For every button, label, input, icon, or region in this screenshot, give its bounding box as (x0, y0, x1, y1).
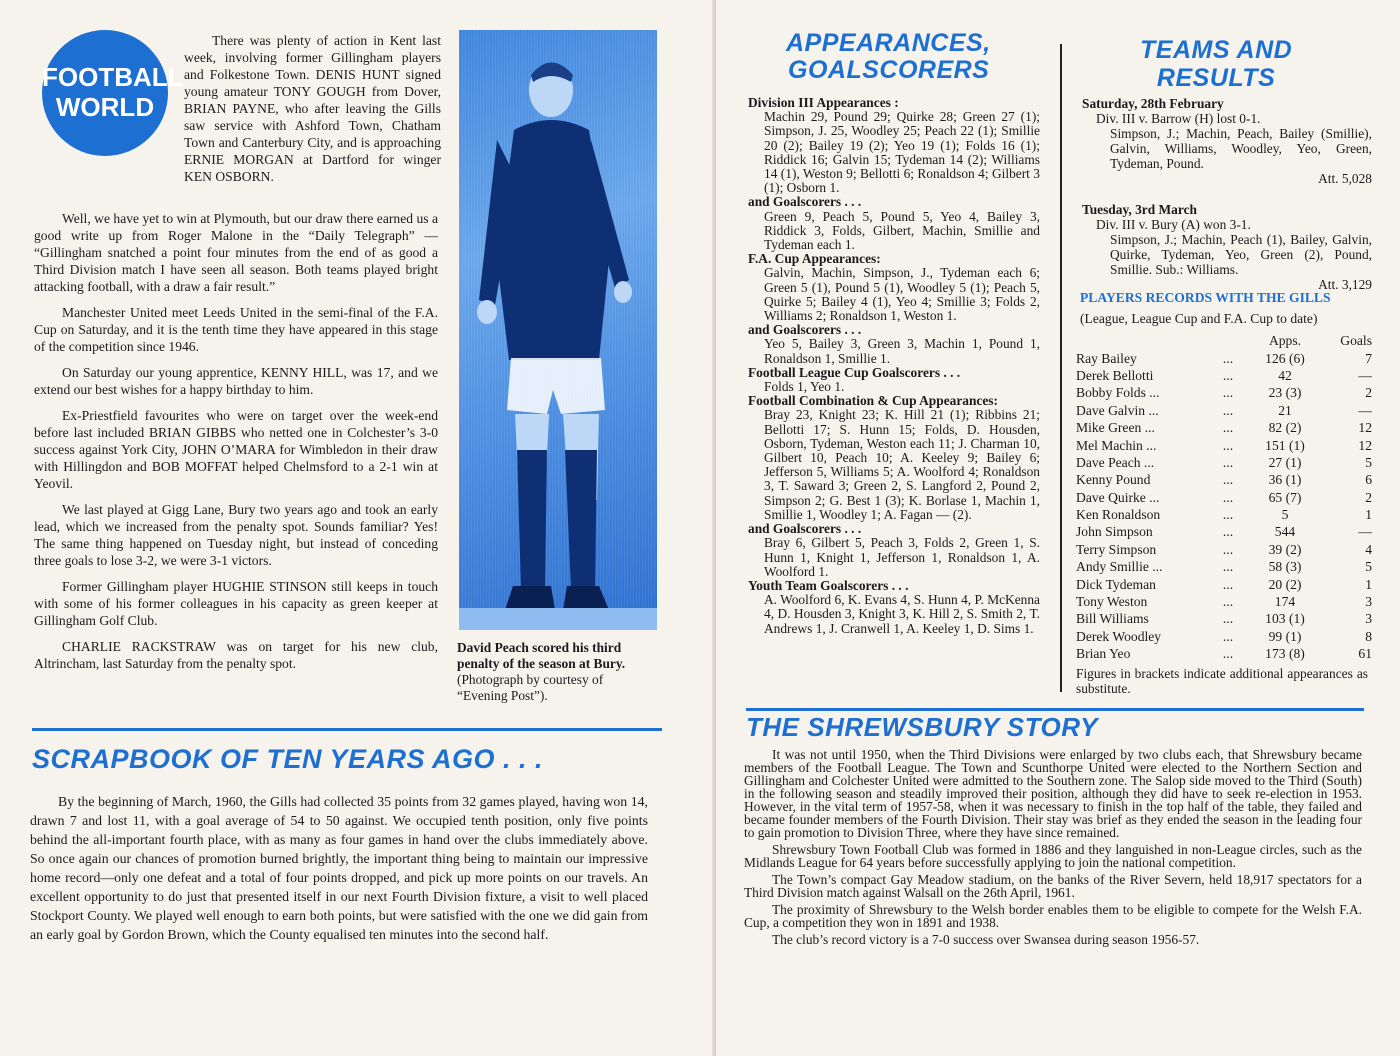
player-figure-image (459, 30, 657, 630)
table-row (1076, 575, 1372, 592)
news-paragraph: On Saturday our young apprentice, KENNY HILL, was 17, and we extend our best wishes for a happy birthday to him. (34, 365, 438, 397)
goals-value: 8 (1365, 628, 1372, 644)
player-name: Bill Williams (1076, 611, 1149, 627)
appearances-title-line-2: GOALSCORERS (788, 56, 990, 84)
apps-value: 39 (2) (1268, 541, 1302, 557)
apps-value: 23 (3) (1268, 385, 1302, 401)
apps-value: 103 (1) (1265, 611, 1305, 627)
section-body: Green 9, Peach 5, Pound 5, Yeo 4, Bailey 3, Riddick 3, Folds, Gilbert, Machin, Smillie and Tydeman each 1. (764, 208, 1040, 253)
section-heading: and Goalscorers . . . (748, 521, 862, 537)
table-header (1076, 332, 1372, 349)
goals-value: 3 (1365, 594, 1372, 610)
apps-value: 5 (1281, 507, 1289, 523)
section-heading: and Goalscorers . . . (748, 322, 862, 338)
intro-text: There was plenty of action in Kent last week, involving former Gillingham players and Folkestone Town. DENIS HUNT signed young amateur TONY GOUGH from Dover, BRIAN PAYNE, who after leaving the Gills saw service with Ashford Town, Chatham Town and Canterbury City, and is approaching ERNIE MORGAN at Dartford for winger KEN OSBORN. (184, 33, 441, 184)
goals-value: 2 (1365, 385, 1372, 401)
table-row (1076, 645, 1372, 662)
section-body: Galvin, Machin, Simpson, J., Tydeman each 6; Green 5 (1), Pound 5 (1), Woodley 5 (1); Peach 5, Quirke 5; Bailey 4 (1), Yeo 4; Smillie 3; Folds 2, Williams 2; Ronaldson 1, Weston 1. (764, 265, 1040, 324)
dots: ... (1222, 507, 1234, 523)
appearances-title-line-1: APPEARANCES, (786, 29, 991, 57)
story-title: THE SHREWSBURY STORY (746, 712, 1098, 742)
football-world-badge (42, 30, 184, 156)
apps-value: 173 (8) (1265, 646, 1305, 662)
player-name: Brian Yeo (1076, 646, 1131, 662)
player-name: John Simpson (1076, 524, 1153, 540)
section-body: Yeo 5, Bailey 3, Green 3, Machin 1, Pound 1, Ronaldson 1, Smillie 1. (764, 336, 1040, 366)
badge-line-1: FOOTBALL (42, 62, 184, 92)
dots: ... (1222, 524, 1234, 540)
dots: ... (1222, 559, 1234, 575)
apps-header: Apps. (1268, 333, 1302, 349)
section-body: Bray 6, Gilbert 5, Peach 3, Folds 2, Green 1, S. Hunn 1, Knight 1, Jefferson 1, Ronaldson 1, A. Woolford 1. (764, 535, 1040, 579)
player-name: Ken Ronaldson (1076, 507, 1161, 523)
goals-value: 12 (1358, 437, 1372, 453)
match-block (1082, 202, 1372, 292)
table-row (1076, 349, 1372, 366)
section-heading: Division III Appearances : (748, 95, 899, 110)
story-paragraph: It was not until 1950, when the Third Divisions were enlarged by two clubs each, that Shrewsbury became members of the Football League. The Town and Scunthorpe United were elected to the Northern Section and Gillingham and Colchester United were admitted to the Southern zone. The Salop side moved to the Third (South) in the following season and steadily improved their position, although they did have to seek re-election in 1953. However, in the vital term of 1957-58, when it was necessary to finish in the top half of the table, they failed and became founder members of the Fourth Division. Their stay was brief as they ended the season in the leading four to gain promotion to Division Three, where they have since remained. (744, 747, 1362, 840)
photo-caption (457, 640, 657, 704)
section-body: A. Woolford 6, K. Evans 4, S. Hunn 4, P. McKenna 4, D. Housden 3, Knight 3, K. Hill 2, S. Smith 2, T. Andrews 1, J. Cranwell 1, A. Keeley 1, D. Sims 1. (764, 592, 1040, 636)
match-results (1082, 96, 1372, 292)
section-heading: and Goalscorers . . . (748, 194, 862, 210)
table-row (1076, 402, 1372, 419)
player-name: Dave Galvin ... (1076, 402, 1159, 418)
section-body: Machin 29, Pound 29; Quirke 28; Green 27 (1); Simpson, J. 25, Woodley 25; Peach 22 (1); Smillie 20 (2); Bailey 19 (2); Yeo 19 (1); Folds 16 (1); Riddick 16; Galvin 15; Tydeman 14 (2); Williams 14 (1), Weston 9; Bellotti 6; Ronaldson 4; Gilbert 3 (1); Osborn 1. (764, 109, 1040, 196)
apps-value: 65 (7) (1268, 489, 1302, 505)
apps-value: 174 (1274, 594, 1296, 610)
badge-line-2: WORLD (55, 92, 155, 122)
dots: ... (1222, 350, 1234, 366)
apps-value: 58 (3) (1268, 559, 1302, 575)
dots: ... (1222, 472, 1234, 488)
news-paragraph: Manchester United meet Leeds United in the semi-final of the F.A. Cup on Saturday, and it is the tenth time they have appeared in this stage of the competition since 1946. (34, 305, 438, 354)
apps-value: 544 (1274, 524, 1296, 540)
dots: ... (1222, 594, 1234, 610)
goals-value: 6 (1365, 472, 1372, 488)
goals-value: 5 (1365, 559, 1372, 575)
player-name: Andy Smillie ... (1076, 559, 1163, 575)
dots: ... (1222, 489, 1234, 505)
section-heading: Football Combination & Cup Appearances: (748, 393, 998, 409)
news-paragraph: Well, we have yet to win at Plymouth, but our draw there earned us a good write up from Roger Malone in the “Daily Telegraph” — “Gillingham snatched a point four minutes from the end of as good a Third Division match I have seen all season. Both teams played bright attacking football, with a draw a fair result.” (34, 211, 438, 294)
appearances-title (786, 30, 991, 84)
apps-value: 27 (1) (1268, 454, 1302, 470)
caption-bold: David Peach scored his third penalty of the season at Bury. (457, 640, 626, 671)
goals-value: — (1358, 524, 1372, 540)
news-paragraph: We last played at Gigg Lane, Bury two years ago and took an early lead, which we increased from the penalty spot. Sounds familiar? Yes! The same thing happened on Tuesday night, but instead of conceding three goals to lose 3-2, we were 3-1 victors. (34, 502, 438, 568)
player-name: Kenny Pound (1076, 472, 1151, 488)
section-heading: Youth Team Goalscorers . . . (748, 577, 909, 593)
match-attendance: Att. 5,028 (1318, 171, 1372, 186)
table-row (1076, 471, 1372, 488)
goals-value: — (1358, 367, 1372, 383)
apps-value: 82 (2) (1268, 420, 1302, 436)
scrapbook-body (30, 792, 648, 953)
match-team: Simpson, J.; Machin, Peach, Bailey (Smillie), Galvin, Williams, Woodley, Yeo, Green, Tydeman, Pound. (1110, 126, 1372, 171)
match-result: Div. III v. Barrow (H) lost 0-1. (1096, 111, 1261, 126)
scrapbook-title: SCRAPBOOK OF TEN YEARS AGO . . . (32, 744, 544, 774)
apps-value: 42 (1278, 367, 1292, 383)
section-heading: Football League Cup Goalscorers . . . (748, 364, 961, 380)
player-photo (459, 30, 657, 630)
dots: ... (1222, 628, 1234, 644)
apps-value: 20 (2) (1268, 576, 1302, 592)
goals-value: 61 (1358, 646, 1372, 662)
goals-value: 1 (1365, 576, 1372, 592)
dots: ... (1222, 402, 1234, 418)
table-row (1076, 454, 1372, 471)
player-name: Derek Woodley (1076, 628, 1162, 644)
apps-value: 151 (1) (1265, 437, 1305, 453)
player-name: Terry Simpson (1076, 541, 1157, 557)
story-paragraph: The proximity of Shrewsbury to the Welsh border enables them to be eligible to compete for the Welsh F.A. Cup, a competition they won in 1891 and 1938. (744, 902, 1362, 930)
player-name: Dave Peach ... (1076, 454, 1155, 470)
table-row (1076, 593, 1372, 610)
table-row (1076, 523, 1372, 540)
player-name: Mike Green ... (1076, 420, 1155, 436)
section-heading: F.A. Cup Appearances: (748, 251, 881, 267)
intro-paragraph (184, 32, 441, 194)
player-name: Derek Bellotti (1076, 367, 1154, 383)
player-name: Mel Machin ... (1076, 437, 1157, 453)
match-team: Simpson, J.; Machin, Peach (1), Bailey, Galvin, Quirke, Tydeman, Yeo, Green (2), Pound, Smillie. Sub.: Williams. (1110, 232, 1372, 277)
appearances-list (748, 96, 1040, 636)
scrapbook-text: By the beginning of March, 1960, the Gills had collected 35 points from 32 games played, having won 14, drawn 7 and lost 11, with a goal average of 54 to 50 against. We occupied tenth position, only five points behind the all-important fourth place, with as many as four games in hand over the clubs immediately above. So once again our chances of promotion burned brightly, the important thing being to maintain our impressive home record—only one defeat and a total of four points dropped, and pick up more points on our travels. An excellent opportunity to do just that presented itself in our next Fourth Division fixture, a visit to well placed Stockport County. We played well enough to earn both points, but were satisfied with the one we did gain from an early goal by Gordon Brown, which the County equalised ten minutes into the second half. (30, 794, 648, 942)
section-body: Bray 23, Knight 23; K. Hill 21 (1); Ribbins 21; Bellotti 17; S. Hunn 15; Folds, D. Housden, Osborn, Tydeman, Weston each 11; J. Charman 10, Gilbert 10, Peach 10; A. Keeley 9; Bailey 6; Jefferson 5, Williams 5; A. Woolford 4; Ronaldson 3, T. Saward 3; Green 2, S. Langford 2, Pound 2, Simpson 2; G. Best 1 (3); K. Borlase 1, Machin 1, Smillie 1, Woodley 1; A. Fagan — (2). (764, 407, 1040, 522)
dots: ... (1222, 437, 1234, 453)
news-column (34, 210, 438, 681)
table-row (1076, 419, 1372, 436)
table-row (1076, 489, 1372, 506)
table-row (1076, 541, 1372, 558)
apps-value: 36 (1) (1268, 472, 1302, 488)
story-paragraph: Shrewsbury Town Football Club was formed in 1886 and they languished in non-League circles, such as the Midlands League for 64 years before successfully applying to join the national competition. (744, 842, 1362, 870)
dots: ... (1222, 367, 1234, 383)
story-divider (746, 708, 1364, 711)
table-row (1076, 558, 1372, 575)
match-result: Div. III v. Bury (A) won 3-1. (1096, 217, 1251, 232)
story-paragraph: The Town’s compact Gay Meadow stadium, on the banks of the River Severn, held 18,917 spectators for a Third Division match against Walsall on the 26th April, 1961. (744, 872, 1362, 900)
goals-value: — (1358, 402, 1372, 418)
match-date: Tuesday, 3rd March (1082, 202, 1197, 217)
teams-title (1140, 36, 1292, 92)
section-body: Folds 1, Yeo 1. (764, 379, 845, 395)
news-paragraph: Former Gillingham player HUGHIE STINSON still keeps in touch with some of his former colleagues in his capacity as green keeper at Gillingham Golf Club. (34, 579, 438, 628)
apps-value: 21 (1278, 402, 1292, 418)
records-subtitle: (League, League Cup and F.A. Cup to date) (1080, 311, 1318, 326)
apps-value: 126 (6) (1265, 350, 1305, 366)
table-row (1076, 436, 1372, 453)
table-row (1076, 367, 1372, 384)
teams-title-line-2: RESULTS (1156, 64, 1276, 92)
dots: ... (1222, 420, 1234, 436)
story-paragraph: The club’s record victory is a 7-0 success over Swansea during season 1956-57. (772, 932, 1200, 947)
goals-value: 1 (1365, 507, 1372, 523)
news-paragraph: CHARLIE RACKSTRAW was on target for his new club, Altrincham, last Saturday from the penalty spot. (34, 639, 438, 671)
records-note (1076, 666, 1368, 700)
goals-value: 5 (1365, 454, 1372, 470)
dots: ... (1222, 541, 1234, 557)
records-title: PLAYERS RECORDS WITH THE GILLS (1080, 290, 1331, 305)
table-row (1076, 628, 1372, 645)
players-records-table (1076, 332, 1372, 662)
match-date: Saturday, 28th February (1082, 96, 1224, 111)
match-attendance: Att. 3,129 (1318, 277, 1372, 292)
apps-value: 99 (1) (1268, 628, 1302, 644)
dots: ... (1222, 454, 1234, 470)
dots: ... (1222, 611, 1234, 627)
match-block (1082, 96, 1372, 186)
goals-header: Goals (1340, 333, 1372, 349)
section-divider (32, 728, 662, 731)
caption-credit: (Photograph by courtesy of “Evening Post”). (457, 672, 604, 703)
table-row (1076, 506, 1372, 523)
dots: ... (1222, 576, 1234, 592)
player-name: Ray Bailey (1076, 350, 1137, 366)
player-name: Bobby Folds ... (1076, 385, 1160, 401)
table-row (1076, 384, 1372, 401)
player-name: Dick Tydeman (1076, 576, 1156, 592)
goals-value: 4 (1365, 541, 1372, 557)
records-note-text: Figures in brackets indicate additional appearances as substitute. (1076, 666, 1368, 696)
teams-title-line-1: TEAMS AND (1140, 36, 1293, 64)
table-row (1076, 610, 1372, 627)
story-body (744, 748, 1362, 950)
column-divider (1060, 44, 1062, 692)
player-name: Dave Quirke ... (1076, 489, 1160, 505)
player-name: Tony Weston (1076, 594, 1148, 610)
dots: ... (1222, 385, 1234, 401)
dots: ... (1222, 646, 1234, 662)
goals-value: 2 (1365, 489, 1372, 505)
goals-value: 3 (1365, 611, 1372, 627)
goals-value: 7 (1365, 350, 1372, 366)
goals-value: 12 (1358, 420, 1372, 436)
news-paragraph: Ex-Priestfield favourites who were on target over the week-end before last included BRIAN GIBBS who netted one in Colchester’s 3-0 success against York City, JOHN O’MARA for Wimbledon in their draw with Hillingdon and BOB MOFFAT helped Chelmsford to a 2-1 win at Yeovil. (34, 408, 438, 491)
